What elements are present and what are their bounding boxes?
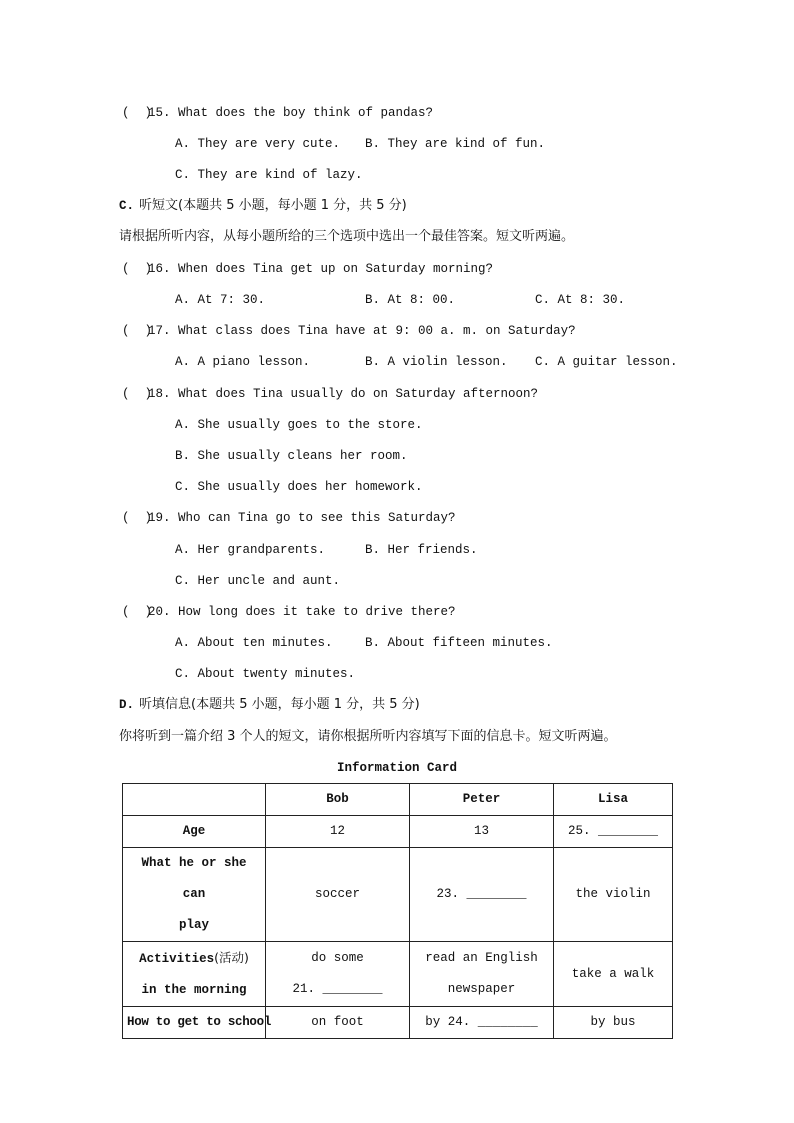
section-c-instruction: 请根据所听内容，从每小题所给的三个选项中选出一个最佳答案。短文听两遍。 [119,229,575,244]
section-d-label: D. [119,698,135,712]
q16-paren[interactable]: ( ) [122,262,153,276]
lisa-age-blank[interactable]: 25. ________ [554,816,673,848]
peter-play-blank[interactable]: 23. ________ [410,848,554,942]
q20-option-a: A. About ten minutes. [175,636,333,650]
bob-activities-blank[interactable]: 21. ________ [292,982,383,996]
q17-option-c: C. A guitar lesson. [535,355,678,369]
row-label-play-line1: What he or she can [141,856,247,901]
q18-option-a: A. She usually goes to the store. [175,418,423,432]
q20-paren[interactable]: ( ) [122,605,153,619]
header-lisa: Lisa [554,784,673,816]
lisa-activities: take a walk [554,942,673,1007]
q17-option-a: A. A piano lesson. [175,355,311,369]
q15-stem: 15. What does the boy think of pandas? [148,106,434,120]
peter-activities-line2: newspaper [447,982,516,996]
row-label-school: How to get to school [123,1007,266,1039]
bob-activities [266,942,410,1007]
q18-option-b: B. She usually cleans her room. [175,449,408,463]
header-blank [123,784,266,816]
q15-option-a: A. They are very cute. [175,137,341,151]
peter-activities [410,942,554,1007]
bob-activities-line1: do some [311,951,364,965]
row-label-play-line2: play [178,918,209,932]
row-label-activities-en: Activities [139,952,215,966]
table-row-play [123,848,673,942]
section-d-instruction: 你将听到一篇介绍 3 个人的短文，请你根据所听内容填写下面的信息卡。短文听两遍。 [119,729,617,744]
table-row-age [123,816,673,848]
q15-paren[interactable]: ( ) [122,106,153,120]
q15-option-c: C. They are kind of lazy. [175,168,363,182]
q19-option-c: C. Her uncle and aunt. [175,574,341,588]
row-label-activities [123,942,266,1007]
row-label-age: Age [123,816,266,848]
section-d-title: 听填信息(本题共 5 小题，每小题 1 分，共 5 分) [139,697,420,712]
information-card-table [122,783,673,1039]
table-row-school [123,1007,673,1039]
row-label-activities-line1 [127,942,261,975]
lisa-play: the violin [554,848,673,942]
row-label-play [123,848,266,942]
peter-activities-line1: read an English [425,951,538,965]
bob-age: 12 [266,816,410,848]
section-c-label: C. [119,199,135,213]
q15-option-b: B. They are kind of fun. [365,137,546,151]
section-c-title: 听短文(本题共 5 小题，每小题 1 分，共 5 分) [139,198,407,213]
q19-option-a: A. Her grandparents. [175,543,326,557]
q20-option-b: B. About fifteen minutes. [365,636,553,650]
bob-school: on foot [266,1007,410,1039]
q20-option-c: C. About twenty minutes. [175,667,356,681]
peter-school-blank[interactable]: by 24. ________ [410,1007,554,1039]
table-header-row [123,784,673,816]
q17-paren[interactable]: ( ) [122,324,153,338]
q19-stem: 19. Who can Tina go to see this Saturday? [148,511,456,525]
row-label-activities-cn: (活动) [214,950,249,965]
q18-option-c: C. She usually does her homework. [175,480,423,494]
q19-paren[interactable]: ( ) [122,511,153,525]
peter-age: 13 [410,816,554,848]
q18-paren[interactable]: ( ) [122,387,153,401]
bob-play: soccer [266,848,410,942]
q20-stem: 20. How long does it take to drive there? [148,605,456,619]
q16-option-b: B. At 8: 00. [365,293,456,307]
header-peter: Peter [410,784,554,816]
header-bob: Bob [266,784,410,816]
q16-option-a: A. At 7: 30. [175,293,266,307]
q16-option-c: C. At 8: 30. [535,293,626,307]
table-row-activities [123,942,673,1007]
q18-stem: 18. What does Tina usually do on Saturday afternoon? [148,387,539,401]
card-title: Information Card [336,761,458,775]
row-label-activities-line2: in the morning [141,983,247,997]
q17-stem: 17. What class does Tina have at 9: 00 a. m. on Saturday? [148,324,576,338]
q16-stem: 16. When does Tina get up on Saturday morning? [148,262,494,276]
lisa-school: by bus [554,1007,673,1039]
q17-option-b: B. A violin lesson. [365,355,508,369]
q19-option-b: B. Her friends. [365,543,478,557]
